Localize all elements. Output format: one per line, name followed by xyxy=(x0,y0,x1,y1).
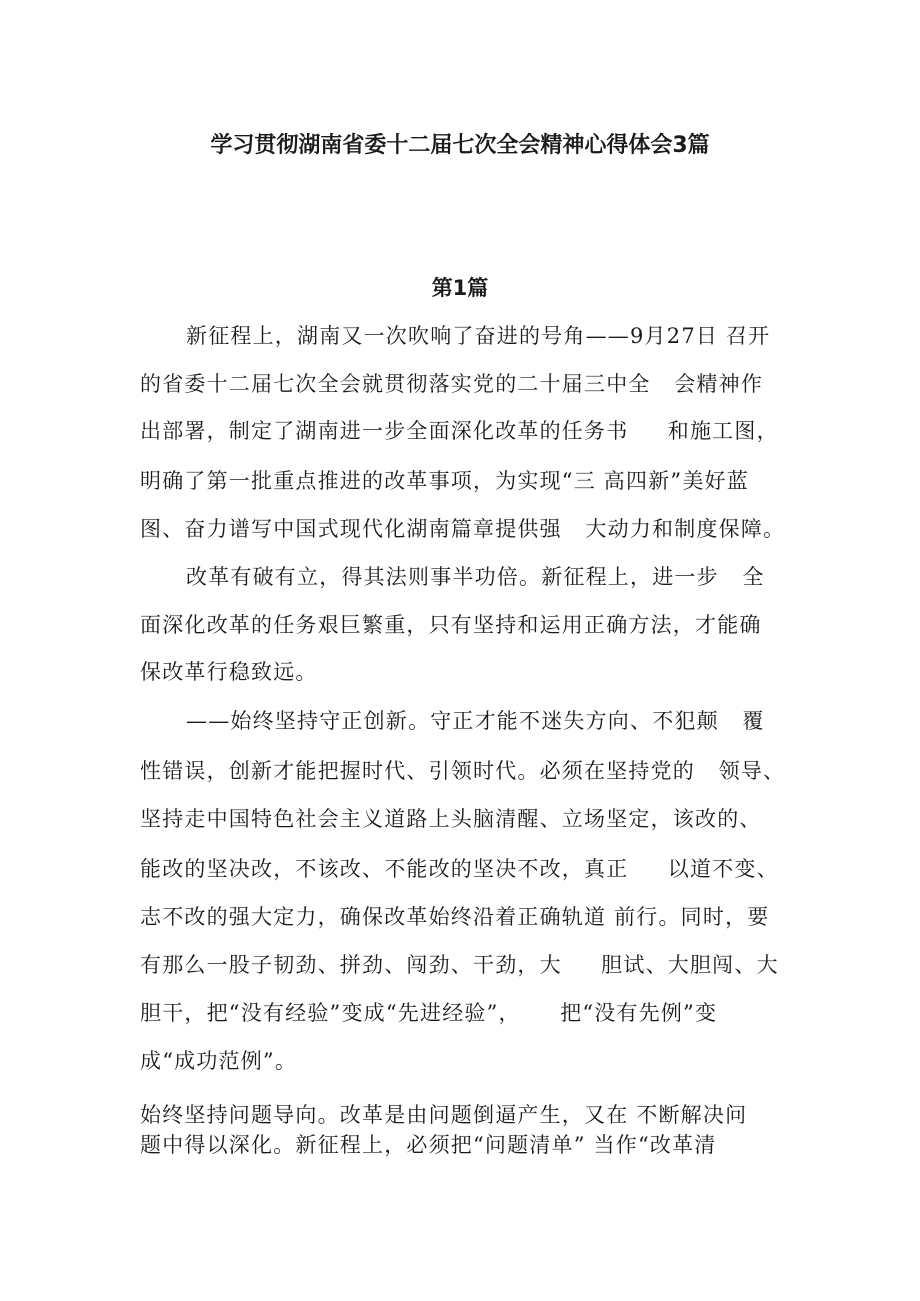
paragraph-line: 改革有破有立，得其法则事半功倍。新征程上，进一步 全 xyxy=(186,565,765,589)
paragraph-line: ——始终坚持守正创新。守正才能不迷失方向、不犯颠 覆 xyxy=(186,709,765,733)
paragraph-line: 的省委十二届七次全会就贯彻落实党的二十届三中全 会精神作 xyxy=(140,372,764,396)
paragraph-line: 始终坚持问题导向。改革是由问题倒逼产生，又在 不断解决问 xyxy=(140,1103,748,1127)
paragraph-line: 性错误，创新才能把握时代、引领时代。必须在坚持党的 领导、 xyxy=(140,759,786,783)
paragraph-line: 能改的坚决改，不该改、不能改的坚决不改，真正 以道不变、 xyxy=(140,857,779,881)
paragraph-line: 成“成功范例”。 xyxy=(140,1049,298,1073)
document-title: 学习贯彻湖南省委十二届七次全会精神心得体会3篇 xyxy=(210,133,710,158)
paragraph-line: 出部署，制定了湖南进一步全面深化改革的任务书 和施工图， xyxy=(140,419,779,443)
paragraph-line: 保改革行稳致远。 xyxy=(140,660,318,684)
paragraph-line: 面深化改革的任务艰巨繁重，只有坚持和运用正确方法，才能确 xyxy=(140,613,762,637)
paragraph-line: 坚持走中国特色社会主义道路上头脑清醒、立场坚定，该改的、 xyxy=(140,807,762,831)
paragraph-line: 题中得以深化。新征程上，必须把“问题清单” 当作“改革清 xyxy=(140,1133,717,1157)
section-title: 第1篇 xyxy=(431,276,489,300)
paragraph-line: 胆干，把“没有经验”变成“先进经验”， 把“没有先例”变 xyxy=(140,1001,718,1025)
paragraph-line: 新征程上，湖南又一次吹响了奋进的号角——9月27日 召开 xyxy=(186,324,771,348)
paragraph-line: 图、奋力谱写中国式现代化湖南篇章提供强 大动力和制度保障。 xyxy=(140,517,786,541)
paragraph-line: 明确了第一批重点推进的改革事项，为实现“三 高四新”美好蓝 xyxy=(140,469,749,493)
paragraph-line: 有那么一股子韧劲、拼劲、闯劲、干劲，大 胆试、大胆闯、大 xyxy=(140,953,779,977)
paragraph-line: 志不改的强大定力，确保改革始终沿着正确轨道 前行。同时，要 xyxy=(140,905,770,929)
